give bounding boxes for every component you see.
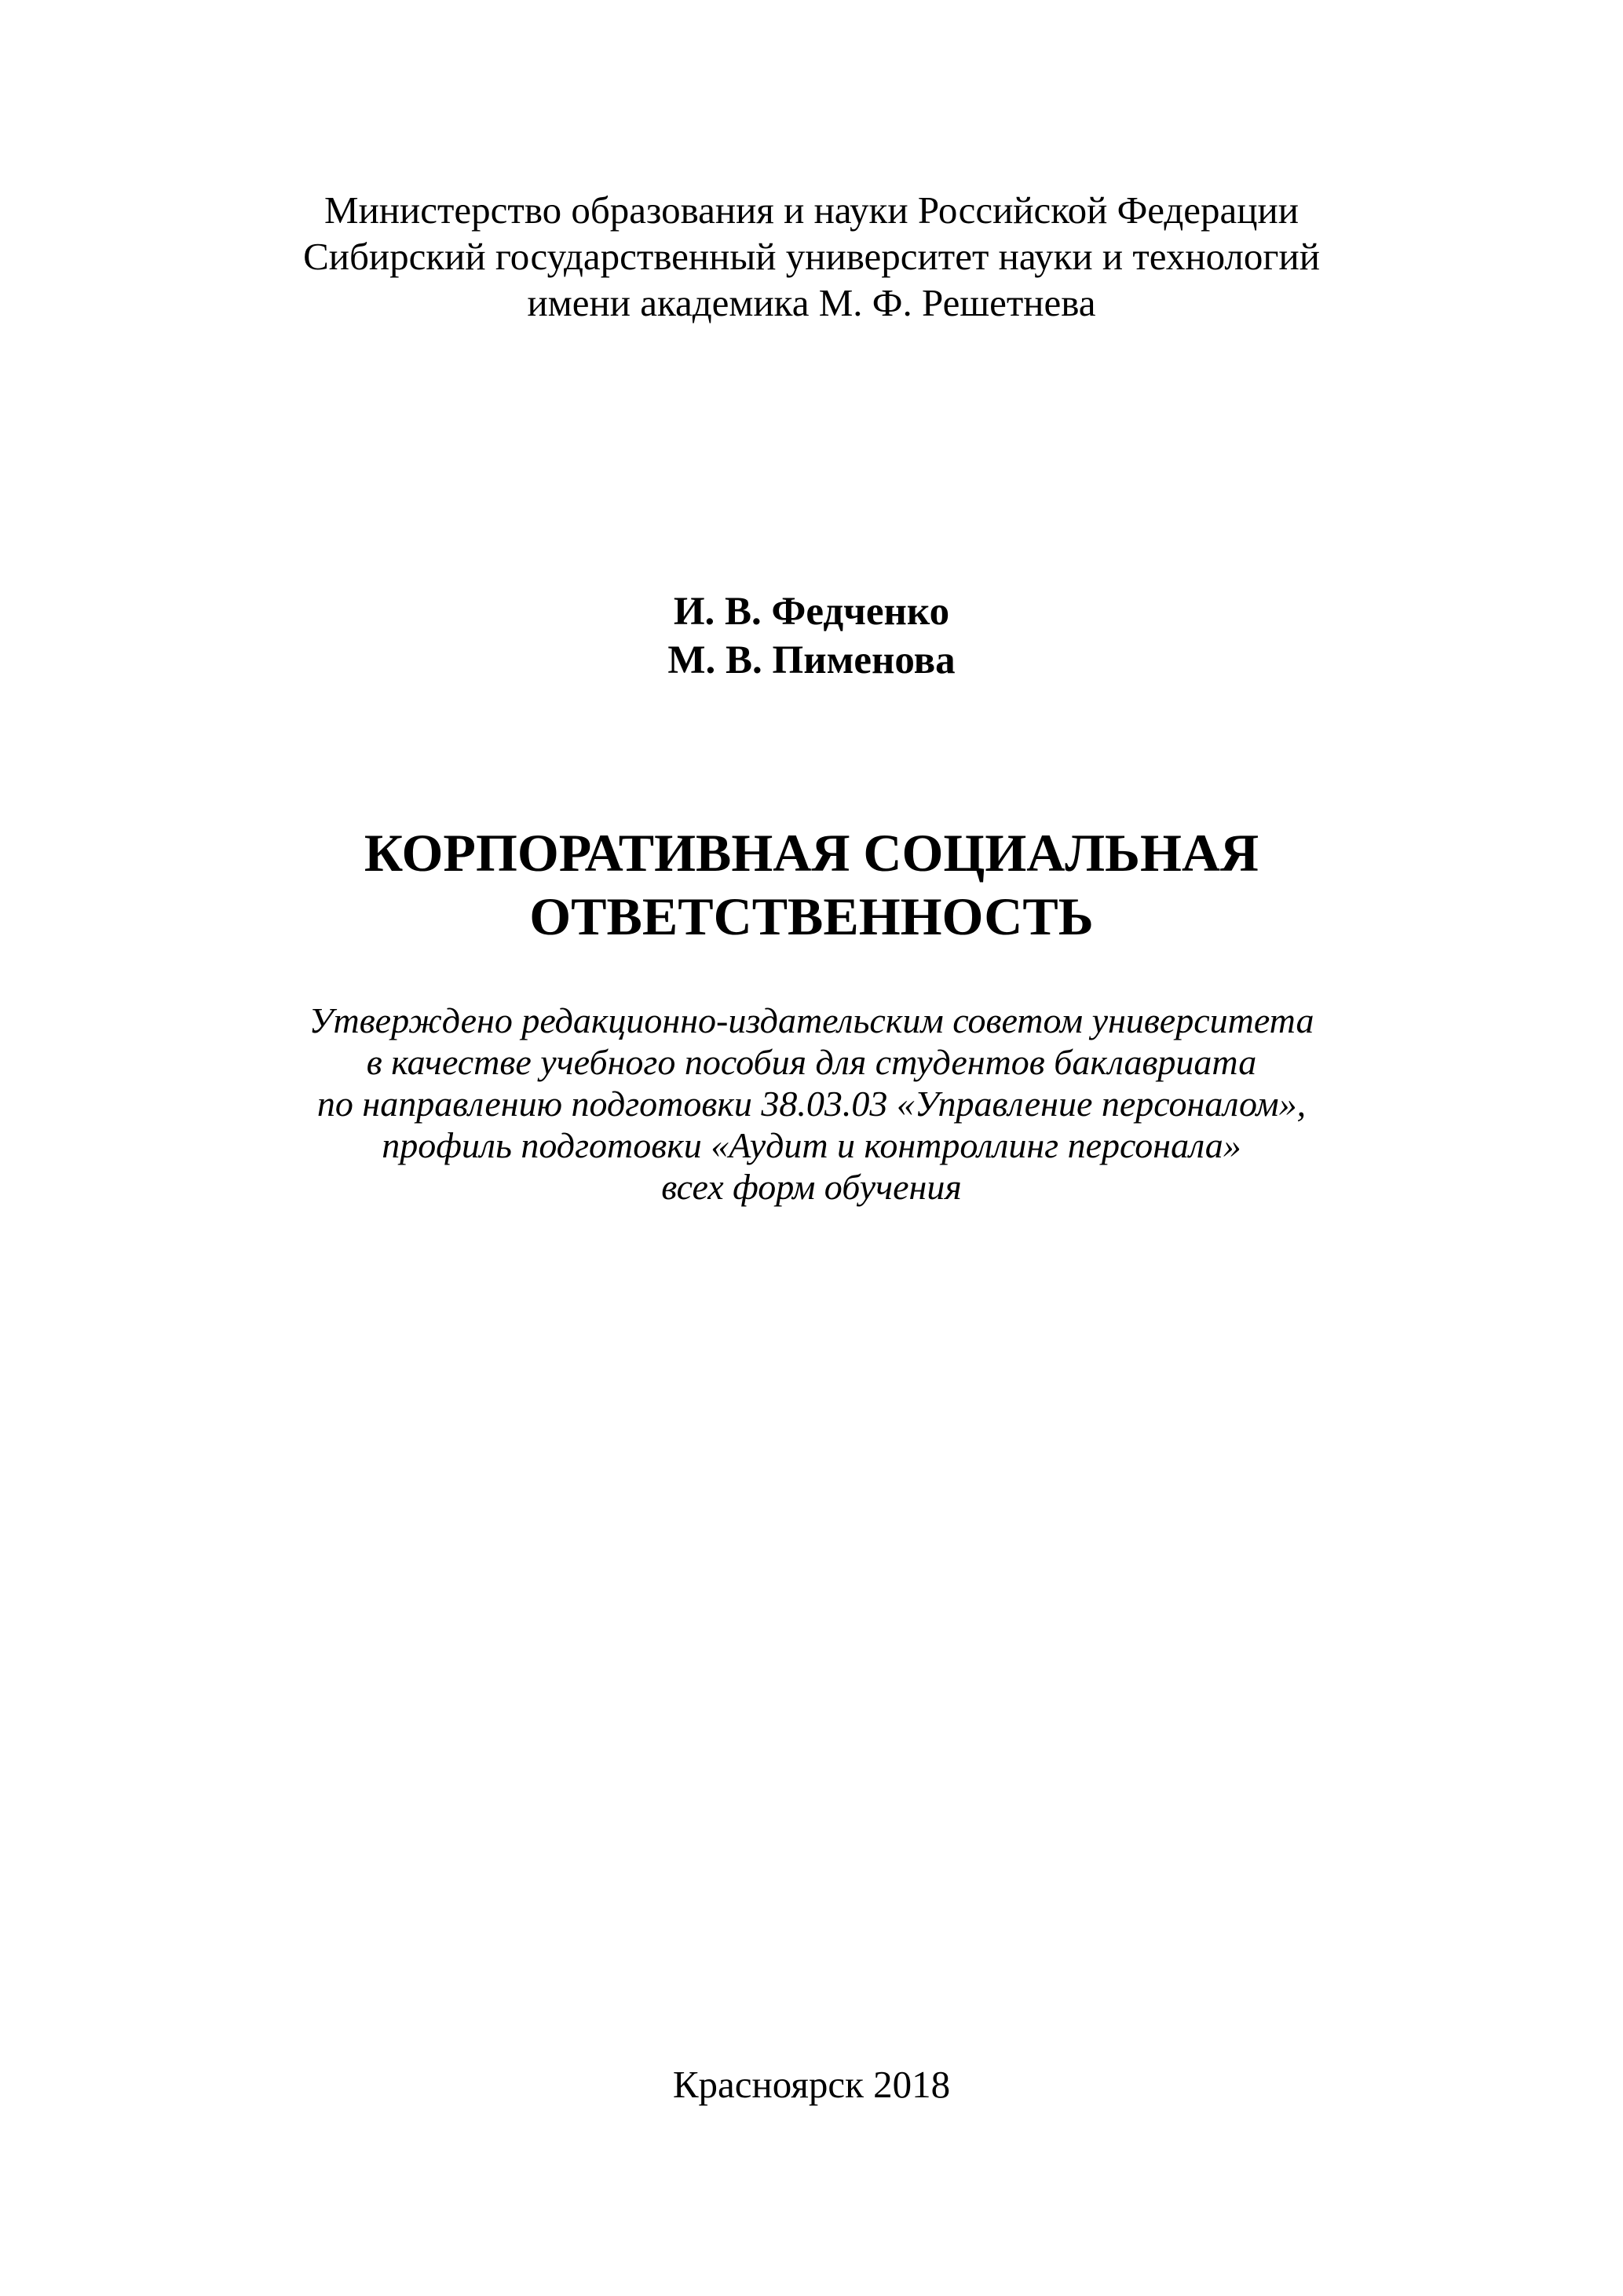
title-line: КОРПОРАТИВНАЯ СОЦИАЛЬНАЯ <box>364 823 1259 883</box>
imprint <box>0 2061 1623 2108</box>
institution-header <box>0 187 1623 326</box>
approval-note <box>0 1000 1623 1208</box>
approval-line: профиль подготовки «Аудит и контроллинг персонала» <box>382 1125 1241 1165</box>
authors <box>0 587 1623 685</box>
city-year: Красноярск 2018 <box>672 2063 951 2106</box>
author-name: И. В. Федченко <box>673 590 950 634</box>
approval-line: Утверждено редакционно-издательским советом университета <box>309 1000 1314 1040</box>
approval-line: по направлению подготовки 38.03.03 «Управление персоналом», <box>316 1084 1307 1124</box>
university-name-line: имени академика М. Ф. Решетнева <box>527 281 1096 324</box>
approval-line: в качестве учебного пособия для студентов баклавриата <box>366 1042 1257 1082</box>
book-title <box>0 821 1623 949</box>
approval-line: всех форм обучения <box>661 1167 962 1207</box>
title-line: ОТВЕТСТВЕННОСТЬ <box>529 887 1094 946</box>
author-name: М. В. Пименова <box>667 638 956 682</box>
ministry-line: Министерство образования и науки Российской Федерации <box>324 188 1299 232</box>
university-line: Сибирский государственный университет науки и технологий <box>303 235 1320 278</box>
